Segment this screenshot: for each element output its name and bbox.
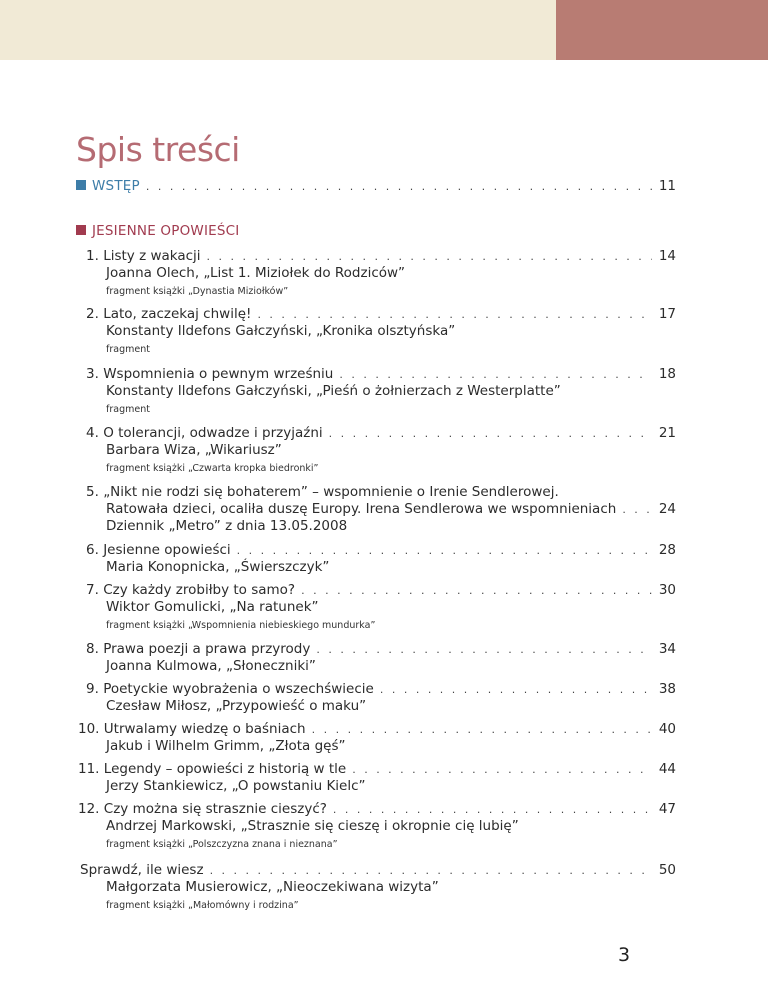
entry-title: Legendy – opowieści z historią w tle [103, 761, 347, 777]
entry-page: 24 [658, 501, 676, 517]
dot-leader [301, 582, 652, 599]
dot-leader [339, 366, 652, 383]
entry-page: 17 [658, 306, 676, 322]
square-bullet-icon [76, 225, 86, 235]
dot-leader [622, 501, 652, 518]
entry-title: „Nikt nie rodzi się bohaterem” – wspomnienie o Irenie Sendlerowej. [103, 484, 559, 500]
dot-leader [312, 721, 652, 738]
toc-entry[interactable]: 5. „Nikt nie rodzi się bohaterem” – wspomnienie o Irenie Sendlerowej. Ratowała dzieci, ocaliła duszę Europy. Irena Sendlerowa we wspomnieniach . . . 24 Dziennik „Metro” z dnia 13.05.2008 [86, 484, 676, 535]
header-band-rose [556, 0, 768, 60]
toc-entry[interactable]: 9. Poetyckie wyobrażenia o wszechświecie . . . 38 Czesław Miłosz, „Przypowieść o maku” [86, 681, 676, 715]
entry-title: Sprawdź, ile wiesz [80, 862, 204, 878]
entry-author: Wiktor Gomulicki, „Na ratunek” [106, 599, 319, 615]
entry-title: Listy z wakacji [103, 248, 201, 264]
intro-page: 11 [658, 178, 676, 194]
entry-title: Czy można się strasznie cieszyć? [103, 801, 327, 817]
entry-author: Barbara Wiza, „Wikariusz” [106, 442, 282, 458]
dot-leader [316, 641, 652, 658]
entry-title: Utrwalamy wiedzę o baśniach [103, 721, 306, 737]
entry-author: Konstanty Ildefons Gałczyński, „Pieśń o żołnierzach z Westerplatte” [106, 383, 561, 399]
toc-entry[interactable]: 6. Jesienne opowieści . . . 28 Maria Konopnicka, „Świerszczyk” [86, 542, 676, 576]
entry-note: fragment książki „Dynastia Miziołków” [106, 286, 289, 297]
dot-leader [210, 862, 652, 879]
entry-note: fragment książki „Polszczyzna znana i nieznana” [106, 839, 338, 850]
dot-leader [237, 542, 652, 559]
toc-entry[interactable]: 2. Lato, zaczekaj chwilę! . . . 17 Konstanty Ildefons Gałczyński, „Kronika olsztyńska” fragment [86, 306, 676, 356]
header-band-cream [0, 0, 556, 60]
dot-leader [352, 761, 652, 778]
section-label: JESIENNE OPOWIEŚCI [92, 223, 240, 239]
entry-author: Dziennik „Metro” z dnia 13.05.2008 [106, 518, 348, 534]
entry-note: fragment książki „Czwarta kropka biedronki” [106, 463, 319, 474]
entry-author: Małgorzata Musierowicz, „Nieoczekiwana wizyta” [106, 879, 439, 895]
entry-title: Jesienne opowieści [103, 542, 231, 558]
entry-page: 34 [658, 641, 676, 657]
entry-note: fragment książki „Małomówny i rodzina” [106, 900, 299, 911]
dot-leader [380, 681, 652, 698]
entry-title-continued: Ratowała dzieci, ocaliła duszę Europy. Irena Sendlerowa we wspomnieniach [106, 501, 617, 517]
toc-entry-review[interactable] [80, 862, 676, 912]
toc-entry[interactable]: 4. O tolerancji, odwadze i przyjaźni . . . 21 Barbara Wiza, „Wikariusz” fragment książki „Czwarta kropka biedronki” [86, 425, 676, 475]
toc-entry[interactable]: 1. Listy z wakacji . . . 14 Joanna Olech, „List 1. Miziołek do Rodziców” fragment książki „Dynastia Miziołków” [86, 248, 676, 298]
dot-leader [257, 306, 652, 323]
entry-title: O tolerancji, odwadze i przyjaźni [103, 425, 323, 441]
entry-page: 30 [658, 582, 676, 598]
entry-title: Prawa poezji a prawa przyrody [103, 641, 311, 657]
toc-intro-row[interactable] [76, 178, 676, 198]
dot-leader [333, 801, 652, 818]
toc-entry[interactable]: 11. Legendy – opowieści z historią w tle . . . 44 Jerzy Stankiewicz, „O powstaniu Kielc” [78, 761, 676, 795]
entry-note: fragment [106, 344, 150, 355]
entry-page: 28 [658, 542, 676, 558]
dot-leader [207, 248, 652, 265]
entry-author: Andrzej Markowski, „Strasznie się cieszę i okropnie cię lubię” [106, 818, 519, 834]
entry-note: fragment [106, 404, 150, 415]
section-heading [76, 223, 676, 243]
dot-leader [146, 180, 652, 193]
entry-author: Maria Konopnicka, „Świerszczyk” [106, 559, 330, 575]
entry-page: 44 [658, 761, 676, 777]
entry-page: 50 [658, 862, 676, 878]
entry-title: Poetyckie wyobrażenia o wszechświecie [103, 681, 374, 697]
entry-title: Wspomnienia o pewnym wrześniu [103, 366, 334, 382]
entry-author: Jerzy Stankiewicz, „O powstaniu Kielc” [106, 778, 366, 794]
page-number: 3 [618, 944, 631, 966]
toc-entry[interactable]: 7. Czy każdy zrobiłby to samo? . . . 30 Wiktor Gomulicki, „Na ratunek” fragment książki „Wspomnienia niebieskiego mundurka” [86, 582, 676, 632]
entry-page: 40 [658, 721, 676, 737]
entry-page: 47 [658, 801, 676, 817]
entry-page: 21 [658, 425, 676, 441]
intro-label: WSTĘP [92, 178, 140, 194]
entry-author: Joanna Olech, „List 1. Miziołek do Rodziców” [106, 265, 406, 281]
dot-leader [329, 425, 652, 442]
entry-title: Lato, zaczekaj chwilę! [103, 306, 252, 322]
toc-entry[interactable]: 3. Wspomnienia o pewnym wrześniu . . . 18 Konstanty Ildefons Gałczyński, „Pieśń o żołnierzach z Westerplatte” fragment [86, 366, 676, 416]
square-bullet-icon [76, 180, 86, 190]
entry-note: fragment książki „Wspomnienia niebieskiego mundurka” [106, 620, 376, 631]
entry-author: Czesław Miłosz, „Przypowieść o maku” [106, 698, 367, 714]
entry-title: Czy każdy zrobiłby to samo? [103, 582, 296, 598]
entry-page: 14 [658, 248, 676, 264]
entry-author: Konstanty Ildefons Gałczyński, „Kronika olsztyńska” [106, 323, 456, 339]
toc-entry[interactable]: 10. Utrwalamy wiedzę o baśniach . . . 40 Jakub i Wilhelm Grimm, „Złota gęś” [78, 721, 676, 755]
entry-page: 18 [658, 366, 676, 382]
toc-entry[interactable]: 8. Prawa poezji a prawa przyrody . . . 34 Joanna Kulmowa, „Słoneczniki” [86, 641, 676, 675]
toc-entry[interactable]: 12. Czy można się strasznie cieszyć? . . . 47 Andrzej Markowski, „Strasznie się cieszę i okropnie cię lubię” fragment książki „Polszczyzna znana i nieznana” [78, 801, 676, 851]
entry-author: Joanna Kulmowa, „Słoneczniki” [106, 658, 316, 674]
page-title: Spis treści [76, 130, 240, 169]
entry-page: 38 [658, 681, 676, 697]
entry-author: Jakub i Wilhelm Grimm, „Złota gęś” [106, 738, 346, 754]
